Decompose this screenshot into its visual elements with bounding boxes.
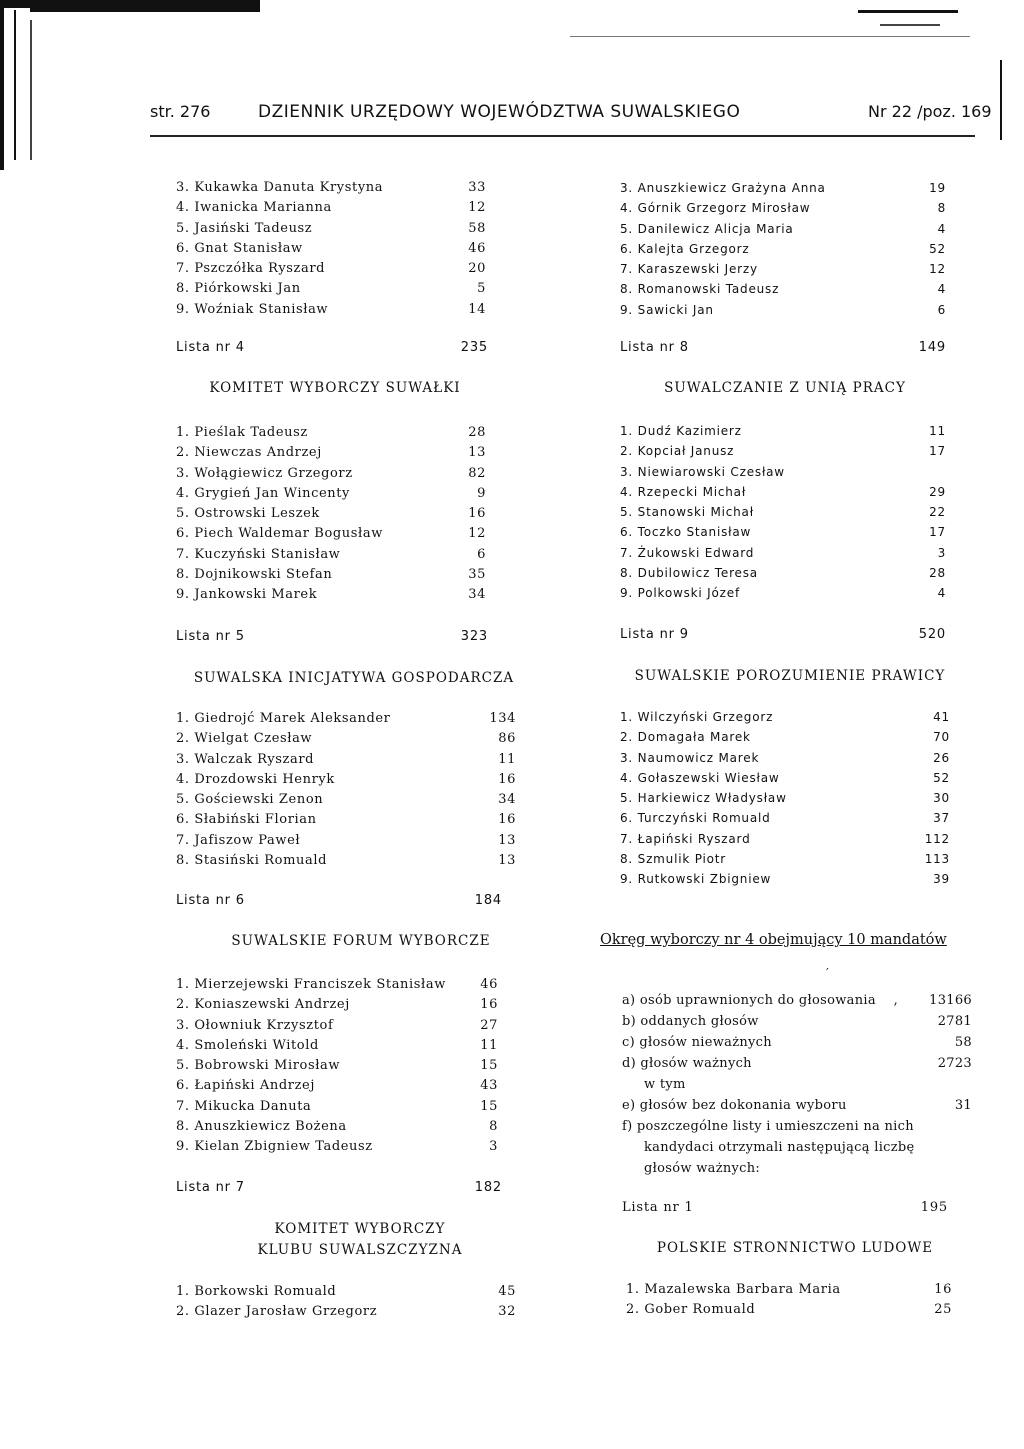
page-header — [150, 102, 992, 128]
list-item: 9. Woźniak Stanisław 14 — [176, 301, 486, 317]
list-item: 8. Anuszkiewicz Bożena 8 — [176, 1119, 498, 1135]
list-item: 2. Kopciał Janusz 17 — [620, 444, 946, 459]
list-item: 6. Toczko Stanisław 17 — [620, 525, 946, 540]
list-total-5: Lista nr 5 323 — [176, 629, 488, 644]
list-item: 9. Kielan Zbigniew Tadeusz 3 — [176, 1139, 498, 1155]
list-item: 1. Mazalewska Barbara Maria 16 — [626, 1282, 952, 1297]
scan-edge — [14, 10, 16, 160]
committee-name-1: POLSKIE STRONNICTWO LUDOWE — [656, 1240, 934, 1256]
list-total-7: Lista nr 7 182 — [176, 1180, 502, 1195]
issue-number: Nr 22 /poz. 169 — [868, 102, 992, 121]
list-item: 7. Łapiński Ryszard 112 — [620, 831, 950, 846]
list-total-9: Lista nr 9 520 — [620, 627, 946, 642]
list-item: 2. Niewczas Andrzej 13 — [176, 445, 486, 461]
list-item: 1. Wilczyński Grzegorz 41 — [620, 710, 950, 724]
stat-note: w tym — [644, 1077, 686, 1092]
list-item: 1. Dudź Kazimierz 11 — [620, 424, 946, 438]
candidate-list-continued-left — [176, 178, 486, 320]
journal-title: DZIENNIK URZĘDOWY WOJEWÓDZTWA SUWALSKIEGO — [258, 102, 741, 122]
list-item: 7. Pszczółka Ryszard 20 — [176, 261, 486, 277]
scan-edge — [880, 24, 940, 26]
list-item: 5. Ostrowski Leszek 16 — [176, 506, 486, 522]
list-item: 2. Wielgat Czesław 86 — [176, 731, 516, 747]
list-item: 2. Glazer Jarosław Grzegorz 32 — [176, 1304, 516, 1320]
list-item: 6. Turczyński Romuald 37 — [620, 811, 950, 826]
committee-name-5: SUWALSKA INICJATYWA GOSPODARCZA — [193, 670, 515, 686]
list-item: 3. Walczak Ryszard 11 — [176, 751, 516, 767]
list-item: 8. Stasiński Romuald 13 — [176, 853, 516, 869]
list-item: 8. Piórkowski Jan 5 — [176, 281, 486, 297]
list-total-1: Lista nr 1 195 — [622, 1200, 948, 1215]
stat-row: f) poszczególne listy i umieszczeni na nich — [622, 1119, 914, 1134]
candidate-list-5 — [176, 709, 516, 871]
stat-row: b) oddanych głosów 2781 — [622, 1014, 972, 1029]
list-item: 2. Koniaszewski Andrzej 16 — [176, 997, 498, 1013]
committee-name-9: SUWALSKIE POROZUMIENIE PRAWICY — [634, 668, 946, 684]
list-item: 1. Pieślak Tadeusz 28 — [176, 425, 486, 440]
committee-name-6: SUWALSKIE FORUM WYBORCZE — [231, 933, 491, 949]
list-item: 7. Karaszewski Jerzy 12 — [620, 262, 946, 277]
district-title: Okręg wyborczy nr 4 obejmujący 10 mandatów — [600, 932, 947, 948]
scan-edge — [858, 10, 958, 13]
candidate-list-7 — [176, 1282, 516, 1323]
list-item: 7. Żukowski Edward 3 — [620, 545, 946, 560]
list-item: 5. Harkiewicz Władysław 30 — [620, 791, 950, 806]
list-item: 9. Rutkowski Zbigniew 39 — [620, 872, 950, 887]
scan-edge — [0, 0, 4, 170]
list-item: 2. Domagała Marek 70 — [620, 730, 950, 745]
scan-edge — [570, 36, 970, 37]
stat-row-cont: kandydaci otrzymali następującą liczbę — [644, 1140, 915, 1155]
candidate-list-9 — [620, 707, 950, 890]
stat-row: c) głosów nieważnych 58 — [622, 1035, 972, 1050]
list-total-8: Lista nr 8 149 — [620, 340, 946, 355]
list-item: 5. Stanowski Michał 22 — [620, 505, 946, 520]
list-item: 3. Ołowniuk Krzysztof 27 — [176, 1017, 498, 1033]
list-item: 6. Kalejta Grzegorz 52 — [620, 241, 946, 256]
list-item: 6. Gnat Stanisław 46 — [176, 240, 486, 256]
list-item: 5. Danilewicz Alicja Maria 4 — [620, 221, 946, 236]
list-total-6: Lista nr 6 184 — [176, 893, 502, 908]
list-item: 7. Kuczyński Stanisław 6 — [176, 546, 486, 562]
list-item: 1. Borkowski Romuald 45 — [176, 1284, 516, 1299]
list-item: 9. Sawicki Jan 6 — [620, 302, 946, 317]
list-item: 4. Smoleński Witold 11 — [176, 1037, 498, 1053]
committee-name-8: SUWALCZANIE Z UNIĄ PRACY — [664, 380, 906, 396]
list-item: 2. Gober Romuald 25 — [626, 1302, 952, 1318]
list-item: 1. Giedrojć Marek Aleksander 134 — [176, 711, 516, 726]
list-item: 4. Rzepecki Michał 29 — [620, 484, 946, 499]
list-item: 8. Dubilowicz Teresa 28 — [620, 566, 946, 581]
list-item: 7. Mikucka Danuta 15 — [176, 1098, 498, 1114]
candidate-list-6 — [176, 975, 498, 1158]
list-item: 3. Naumowicz Marek 26 — [620, 750, 950, 765]
list-item: 4. Iwanicka Marianna 12 — [176, 200, 486, 216]
list-item: 5. Gościewski Zenon 34 — [176, 792, 516, 808]
candidate-list-continued-right — [620, 178, 946, 320]
stat-row-cont: głosów ważnych: — [644, 1161, 761, 1176]
list-item: 5. Jasiński Tadeusz 58 — [176, 220, 486, 236]
candidate-list-1 — [626, 1280, 952, 1321]
list-item: 6. Piech Waldemar Bogusław 12 — [176, 526, 486, 542]
scan-edge — [0, 0, 260, 8]
list-item: 7. Jafiszow Paweł 13 — [176, 832, 516, 848]
scan-edge — [30, 8, 260, 12]
district-stats — [622, 990, 972, 1179]
list-item: 8. Dojnikowski Stefan 35 — [176, 567, 486, 583]
stat-row: a) osób uprawnionych do głosowania , 13166 — [622, 993, 972, 1008]
list-item: 9. Polkowski Józef 4 — [620, 586, 946, 601]
list-item: 1. Mierzejewski Franciszek Stanisław 46 — [176, 977, 498, 992]
list-item: 3. Anuszkiewicz Grażyna Anna 19 — [620, 181, 946, 195]
list-item: 4. Górnik Grzegorz Mirosław 8 — [620, 201, 946, 216]
scan-edge — [1000, 60, 1002, 140]
list-item: 3. Wołągiewicz Grzegorz 82 — [176, 465, 486, 481]
committee-name-4: KOMITET WYBORCZY SUWAŁKI — [209, 380, 461, 396]
candidate-list-4 — [176, 423, 486, 606]
page-number: str. 276 — [150, 102, 211, 121]
list-item: 4. Gołaszewski Wiesław 52 — [620, 770, 950, 785]
list-item: 9. Jankowski Marek 34 — [176, 587, 486, 603]
list-item: 6. Łapiński Andrzej 43 — [176, 1078, 498, 1094]
list-item: 3. Kukawka Danuta Krystyna 33 — [176, 180, 486, 195]
header-rule — [150, 135, 975, 137]
scan-edge — [30, 20, 32, 160]
list-item: 4. Grygień Jan Wincenty 9 — [176, 485, 486, 501]
stat-row: e) głosów bez dokonania wyboru 31 — [622, 1098, 972, 1113]
committee-name-7: KOMITET WYBORCZY KLUBU SUWALSZCZYZNA — [257, 1221, 463, 1258]
stat-row: d) głosów ważnych 2723 — [622, 1056, 972, 1071]
candidate-list-8 — [620, 421, 946, 604]
stray-mark: ′ — [826, 966, 829, 980]
list-item: 8. Szmulik Piotr 113 — [620, 852, 950, 867]
list-item: 3. Niewiarowski Czesław — [620, 464, 785, 479]
list-total-4: Lista nr 4 235 — [176, 340, 488, 355]
list-item: 6. Słabiński Florian 16 — [176, 812, 516, 828]
list-item: 5. Bobrowski Mirosław 15 — [176, 1058, 498, 1074]
list-item: 8. Romanowski Tadeusz 4 — [620, 282, 946, 297]
list-item: 4. Drozdowski Henryk 16 — [176, 771, 516, 787]
